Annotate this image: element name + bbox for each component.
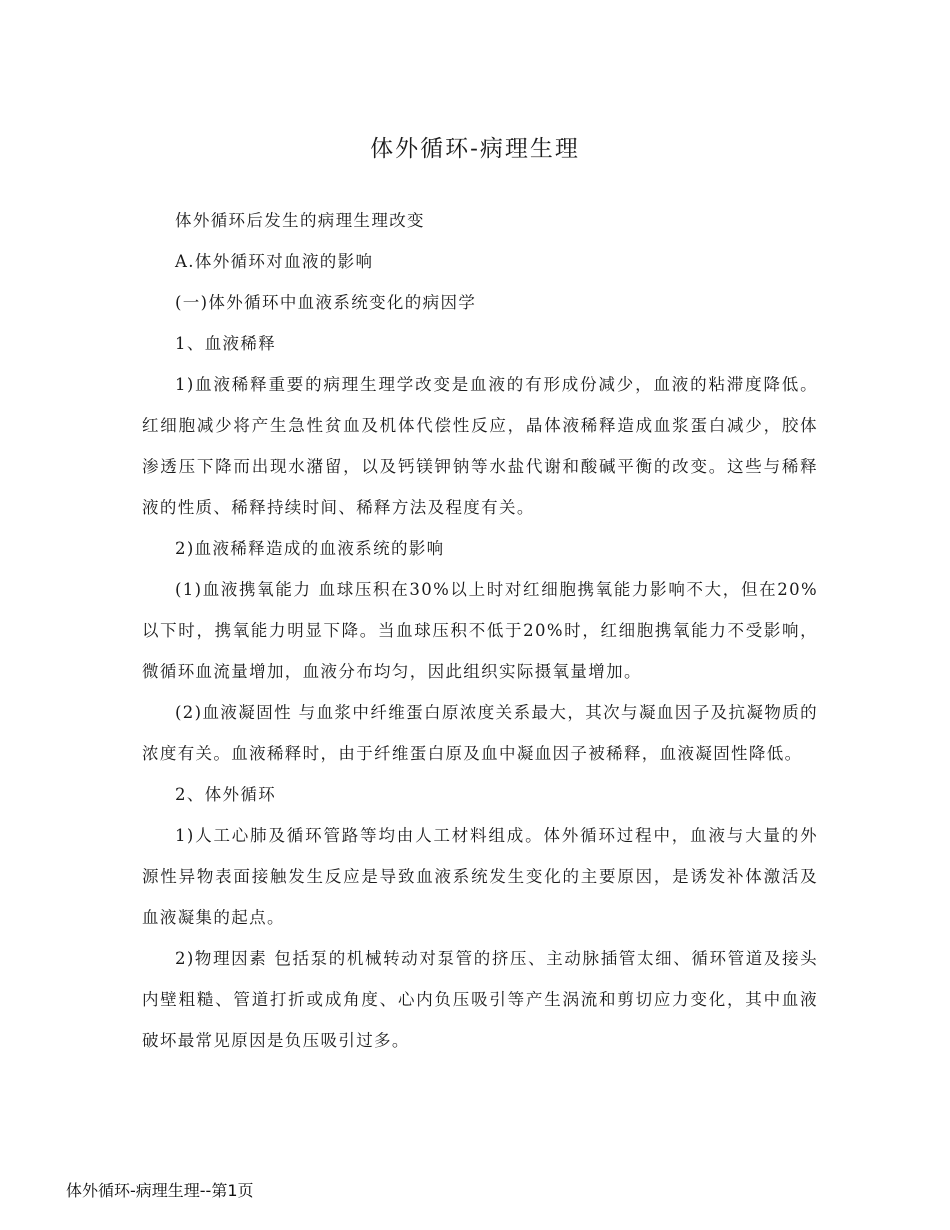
body-paragraph: 1)血液稀释重要的病理生理学改变是血液的有形成份减少，血液的粘滞度降低。红细胞减少将产生急性贫血及机体代偿性反应，晶体液稀释造成血浆蛋白减少，胶体渗透压下降而出现水潴留，以及钙镁钾钠等水盐代谢和酸碱平衡的改变。这些与稀释液的性质、稀释持续时间、稀释方法及程度有关。 bbox=[142, 375, 818, 517]
body-paragraph: (1)血液携氧能力 血球压积在30%以上时对红细胞携氧能力影响不大，但在20%以下时，携氧能力明显下降。当血球压积不低于20%时，红细胞携氧能力不受影响，微循环血流量增加，血液分布均匀，因此组织实际摄氧量增加。 bbox=[142, 580, 818, 681]
page-footer: 体外循环-病理生理--第1页 bbox=[66, 1181, 254, 1200]
section-heading: 体外循环后发生的病理生理改变 bbox=[175, 211, 425, 230]
body-paragraph: 2)物理因素 包括泵的机械转动对泵管的挤压、主动脉插管太细、循环管道及接头内壁粗糙、管道打折或成角度、心内负压吸引等产生涡流和剪切应力变化，其中血液破坏最常见原因是负压吸引过多。 bbox=[142, 949, 818, 1050]
subsection-heading: A.体外循环对血液的影响 bbox=[175, 252, 374, 271]
item-heading: 2)血液稀释造成的血液系统的影响 bbox=[175, 539, 445, 558]
body-paragraph: 1)人工心肺及循环管路等均由人工材料组成。体外循环过程中，血液与大量的外源性异物表面接触发生反应是导致血液系统发生变化的主要原因，是诱发补体激活及血液凝集的起点。 bbox=[142, 826, 818, 927]
body-paragraph: (2)血液凝固性 与血浆中纤维蛋白原浓度关系最大，其次与凝血因子及抗凝物质的浓度有关。血液稀释时，由于纤维蛋白原及血中凝血因子被稀释，血液凝固性降低。 bbox=[142, 703, 818, 763]
subsection-heading: (一)体外循环中血液系统变化的病因学 bbox=[175, 293, 477, 312]
document-body bbox=[142, 200, 818, 1061]
item-heading: 1、血液稀释 bbox=[175, 334, 277, 353]
item-heading: 2、体外循环 bbox=[175, 785, 277, 804]
page-title: 体外循环-病理生理 bbox=[370, 136, 580, 162]
